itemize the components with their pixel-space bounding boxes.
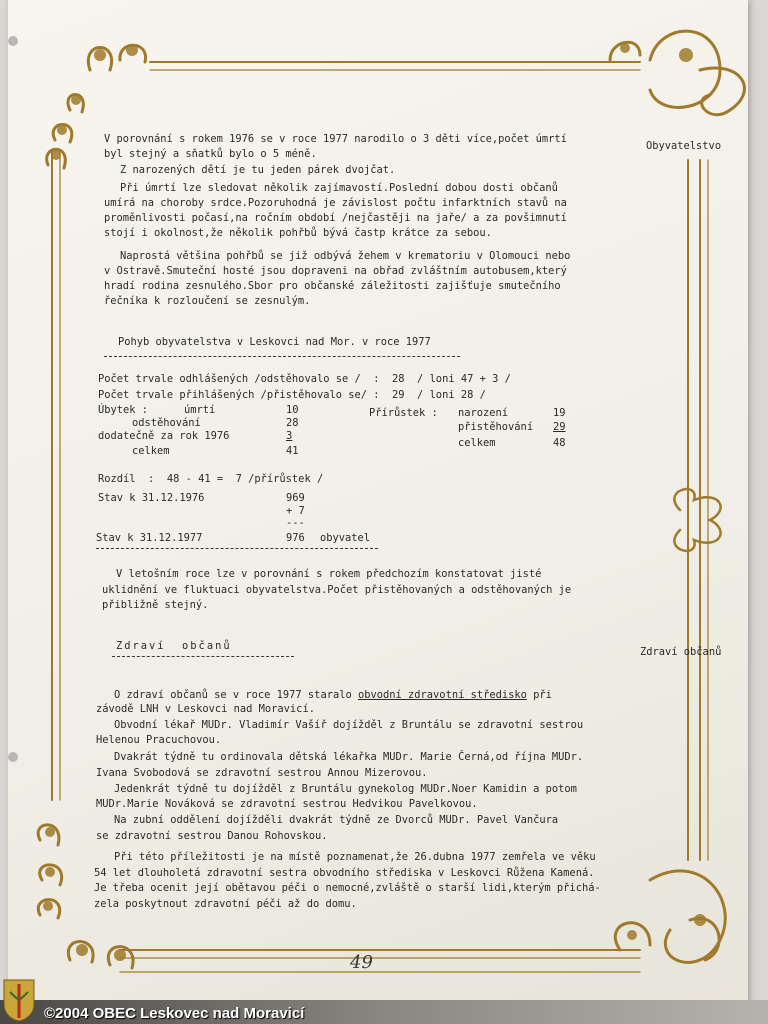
text-line: O zdraví občanů se v roce 1977 staralo obvodní zdravotní středisko při — [114, 689, 552, 701]
text-line: Ivana Svobodová se zdravotní sestrou Annou Mizerovou. — [96, 767, 428, 779]
text-line: Z narozených dětí je tu jeden párek dvojčat. — [120, 164, 396, 176]
loss-row-value: 28 — [286, 417, 299, 429]
loss-row-value: 3 — [286, 430, 293, 442]
state-1976-separator: --- — [286, 517, 305, 529]
state-1976-value: 969 — [286, 492, 305, 504]
difference-line: Rozdíl : 48 - 41 = 7 /přírůstek / — [98, 473, 324, 485]
text-line: Na zubní oddělení dojížděli dvakrát týdně ze Dvorců MUDr. Pavel Vančura — [114, 814, 559, 826]
text-line: závodě LNH v Leskovci nad Moravicí. — [96, 703, 315, 715]
heading-underline — [104, 356, 460, 357]
text-line: byl stejný a sňatků bylo o 5 méně. — [104, 148, 317, 160]
loss-row-value: 41 — [286, 445, 299, 457]
heading-underline — [112, 656, 294, 657]
text-line: Dvakrát týdně tu ordinovala dětská lékařka MUDr. Marie Černá,od října MUDr. — [114, 751, 584, 763]
margin-note-population: Obyvatelstvo — [646, 140, 722, 152]
state-1977-unit: obyvatel — [320, 532, 371, 544]
gain-row-value: 29 — [553, 421, 566, 433]
state-1976-add: + 7 — [286, 505, 305, 517]
text-line: řečníka k rozloučení se zesnulým. — [104, 295, 311, 307]
text-line: Obvodní lékař MUDr. Vladimír Vašíř dojížděl z Bruntálu se zdravotní sestrou — [114, 719, 584, 731]
state-underline — [96, 548, 378, 549]
loss-row-value: 10 — [286, 404, 299, 416]
gain-label: Přírůstek : — [369, 407, 438, 419]
loss-row-label: úmrtí — [184, 404, 216, 416]
text-line: Naprostá většina pohřbů se již odbývá žehem v krematoriu v Olomouci nebo — [120, 250, 571, 262]
gain-row-label: přistěhování — [458, 421, 534, 433]
text-line: Helenou Pracuchovou. — [96, 734, 222, 746]
text-line: uklidnění ve fluktuaci obyvatelstva.Počet přistěhovaných a odstěhovaných je — [102, 584, 572, 596]
gain-row-value: 19 — [553, 407, 566, 419]
text-line: V letošním roce lze v porovnání s rokem předchozím konstatovat jisté — [116, 568, 542, 580]
section-heading-health: Zdraví občanů — [116, 640, 232, 652]
gain-row-label: celkem — [458, 437, 496, 449]
margin-note-health: Zdraví občanů — [640, 646, 722, 658]
text-line: 54 let dlouholetá zdravotní sestra obvodního střediska v Leskovci Růžena Kamená. — [94, 867, 595, 879]
text-line: stojí i okolnost,že několik pohřbů bývá častp krátce za sebou. — [104, 227, 492, 239]
stats-line: Počet trvale odhlášených /odstěhovalo se / : 28 / loni 47 + 3 / — [98, 373, 511, 385]
section-heading-population: Pohyb obyvatelstva v Leskovci nad Mor. v roce 1977 — [118, 336, 431, 348]
state-1977-value: 976 — [286, 532, 305, 544]
loss-row-label: dodatečně za rok 1976 — [98, 430, 230, 442]
gain-row-label: narození — [458, 407, 509, 419]
gain-row-value: 48 — [553, 437, 566, 449]
text-line: proměnlivosti počasí,na ročním období /nejčastěji na jaře/ a za povšimnutí — [104, 212, 567, 224]
state-1977-label: Stav k 31.12.1977 — [96, 532, 203, 544]
loss-label: Úbytek : — [98, 404, 149, 416]
loss-row-label: odstěhování — [132, 417, 201, 429]
copyright-text: ©2004 OBEC Leskovec nad Moravicí — [44, 1005, 305, 1022]
text-line: v Ostravě.Smuteční hosté jsou dopraveni na obřad zvláštním autobusem,který — [104, 265, 567, 277]
text-line: Jedenkrát týdně tu dojížděl z Bruntálu gynekolog MUDr.Noer Kamidin a potom — [114, 783, 577, 795]
text-line: Při úmrtí lze sledovat několik zajímavostí.Poslední dobou dosti občanů — [120, 182, 558, 194]
text-line: se zdravotní sestrou Danou Rohovskou. — [96, 830, 328, 842]
text-line: umírá na choroby srdce.Pozoruhodná je závislost počtu infarktních stavů na — [104, 197, 567, 209]
page-number: 49 — [350, 952, 373, 973]
text-line: Při této příležitosti je na místě poznamenat,že 26.dubna 1977 zemřela ve věku — [114, 851, 596, 863]
text-line: Je třeba ocenit její obětavou péči o nemocné,zvláště o starší lidi,kterým přichá- — [94, 882, 601, 894]
state-1976-label: Stav k 31.12.1976 — [98, 492, 205, 504]
text-line: MUDr.Marie Nováková se zdravotní sestrou Hedvikou Pavelkovou. — [96, 798, 478, 810]
loss-row-label: celkem — [132, 445, 170, 457]
text-line: V porovnání s rokem 1976 se v roce 1977 narodilo o 3 děti více,počet úmrtí — [104, 133, 567, 145]
stats-line: Počet trvale přihlášených /přistěhovalo se/ : 29 / loni 28 / — [98, 389, 486, 401]
text-line: hradí rodina zesnulého.Sbor pro občanské záležitosti zajišťuje smutečního — [104, 280, 561, 292]
coat-of-arms-icon — [2, 978, 36, 1022]
text-line: přibližně stejný. — [102, 599, 209, 611]
text-line: zela poskytnout zdravotní péči až do domu. — [94, 898, 357, 910]
